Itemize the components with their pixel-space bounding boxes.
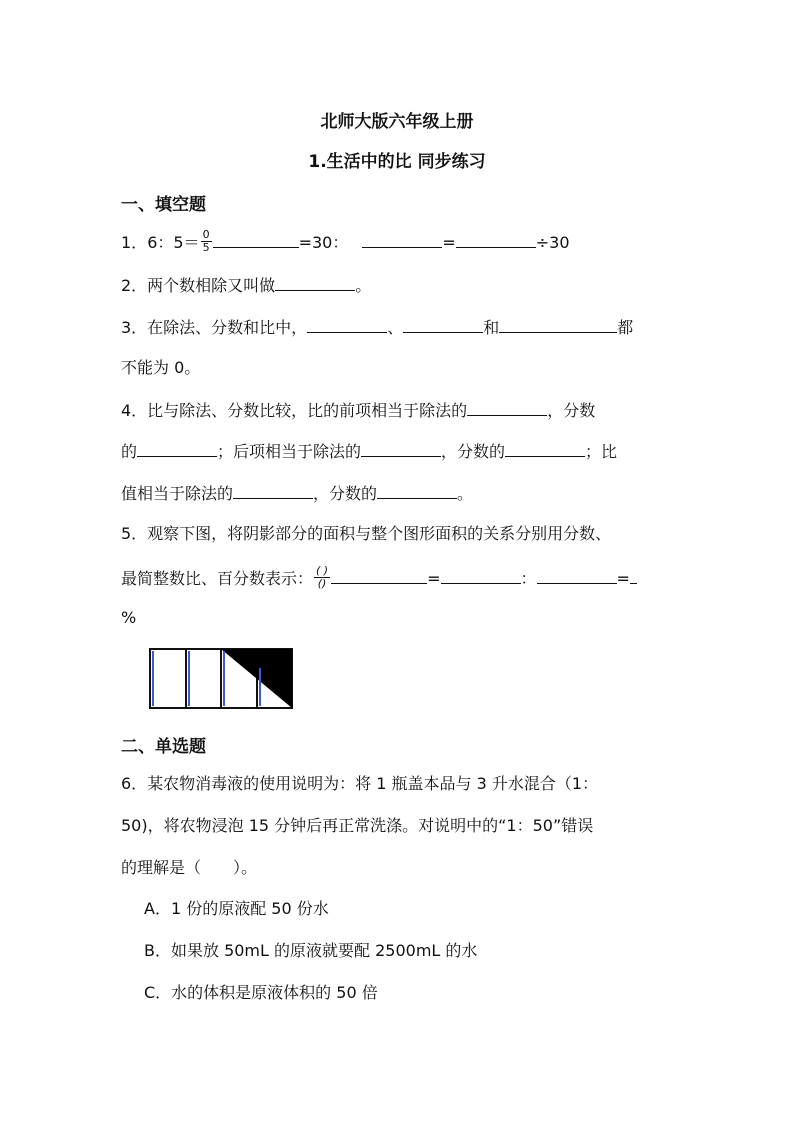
question-2 bbox=[121, 273, 371, 297]
question-6-line-3: 的理解是（ ）。 bbox=[121, 858, 258, 877]
option-c[interactable]: C．水的体积是原液体积的 50 倍 bbox=[144, 983, 378, 1002]
q1-blank-3[interactable] bbox=[456, 230, 536, 248]
q3-blank-3[interactable] bbox=[499, 315, 617, 333]
question-6-line-2: 50)，将农物浸泡 15 分钟后再正常洗涤。对说明中的“1：50”错误 bbox=[121, 816, 594, 835]
q4-text-1: 4．比与除法、分数比较，比的前项相当于除法的 bbox=[121, 401, 468, 420]
q1-fraction bbox=[201, 229, 212, 254]
q4-blank-4[interactable] bbox=[505, 439, 585, 457]
q4-blank-1[interactable] bbox=[467, 398, 547, 416]
section-heading-single-choice: 二、单选题 bbox=[121, 737, 206, 757]
q4-blank-5[interactable] bbox=[233, 481, 313, 499]
shaded-rectangle-figure bbox=[149, 648, 295, 710]
q1-ratio: 6：5＝ bbox=[147, 233, 200, 252]
question-1 bbox=[121, 230, 570, 256]
q1-blank-2[interactable] bbox=[362, 230, 442, 248]
q2-end: 。 bbox=[355, 276, 372, 295]
q1-blank-1[interactable] bbox=[213, 230, 299, 248]
q1-number: 1． bbox=[121, 233, 148, 252]
option-a[interactable]: A．1 份的原液配 50 份水 bbox=[144, 899, 329, 918]
q5-text: 最简整数比、百分数表示： bbox=[121, 569, 314, 588]
q3-sep-2: 和 bbox=[483, 318, 500, 337]
q1-frac-denominator: 5 bbox=[202, 241, 210, 254]
question-3-line-1 bbox=[121, 315, 633, 339]
q4-text-4: ；后项相当于除法的 bbox=[217, 442, 362, 461]
question-5-line-1: 5．观察下图，将阴影部分的面积与整个图形面积的关系分别用分数、 bbox=[121, 524, 612, 543]
q4-text-6: ；比 bbox=[585, 442, 618, 461]
option-b[interactable]: B．如果放 50mL 的原液就要配 2500mL 的水 bbox=[144, 941, 478, 960]
q4-text-9: 。 bbox=[457, 484, 474, 503]
q5-blank-1[interactable] bbox=[331, 566, 427, 584]
q4-text-2: ，分数 bbox=[547, 401, 596, 420]
q3-blank-1[interactable] bbox=[307, 315, 387, 333]
question-3-line-2: 不能为 0。 bbox=[121, 358, 201, 377]
q5-frac-denominator: () bbox=[317, 577, 327, 590]
q4-blank-3[interactable] bbox=[361, 439, 441, 457]
q5-percent-sign: % bbox=[121, 608, 137, 627]
q4-text-8: ，分数的 bbox=[313, 484, 378, 503]
document-title: 北师大版六年级上册 bbox=[320, 112, 474, 132]
q5-fraction bbox=[314, 565, 330, 590]
q4-text-5: ，分数的 bbox=[441, 442, 506, 461]
question-4-line-1 bbox=[121, 398, 595, 422]
section-heading-fill-in: 一、填空题 bbox=[121, 195, 206, 215]
q1-part3: = bbox=[442, 233, 456, 252]
q1-part4: ÷30 bbox=[535, 233, 570, 252]
question-6-line-1: 6．某农物消毒液的使用说明为：将 1 瓶盖本品与 3 升水混合（1： bbox=[121, 774, 599, 793]
question-5-line-2 bbox=[121, 566, 637, 592]
q3-sep-1: 、 bbox=[387, 318, 404, 337]
q5-blank-4[interactable] bbox=[630, 566, 637, 584]
q5-frac-numerator: ( ) bbox=[316, 564, 329, 577]
q5-equals-2: = bbox=[616, 569, 630, 588]
q4-text-3: 的 bbox=[121, 442, 138, 461]
q5-blank-2[interactable] bbox=[441, 566, 521, 584]
q4-blank-6[interactable] bbox=[377, 481, 457, 499]
q1-part2: =30： bbox=[298, 233, 349, 252]
q5-blank-3[interactable] bbox=[537, 566, 617, 584]
q2-text: 2．两个数相除又叫做 bbox=[121, 276, 276, 295]
q3-sep-3: 都 bbox=[617, 318, 634, 337]
q1-frac-numerator: 0 bbox=[202, 228, 210, 241]
q4-text-7: 值相当于除法的 bbox=[121, 484, 234, 503]
q2-blank[interactable] bbox=[275, 273, 355, 291]
q5-colon: ： bbox=[520, 569, 537, 588]
question-4-line-3 bbox=[121, 481, 473, 505]
q4-blank-2[interactable] bbox=[137, 439, 217, 457]
q3-blank-2[interactable] bbox=[403, 315, 483, 333]
question-4-line-2 bbox=[121, 439, 617, 463]
q5-equals-1: = bbox=[427, 569, 441, 588]
document-subtitle: 1.生活中的比 同步练习 bbox=[308, 152, 486, 172]
q3-text: 3．在除法、分数和比中， bbox=[121, 318, 308, 337]
